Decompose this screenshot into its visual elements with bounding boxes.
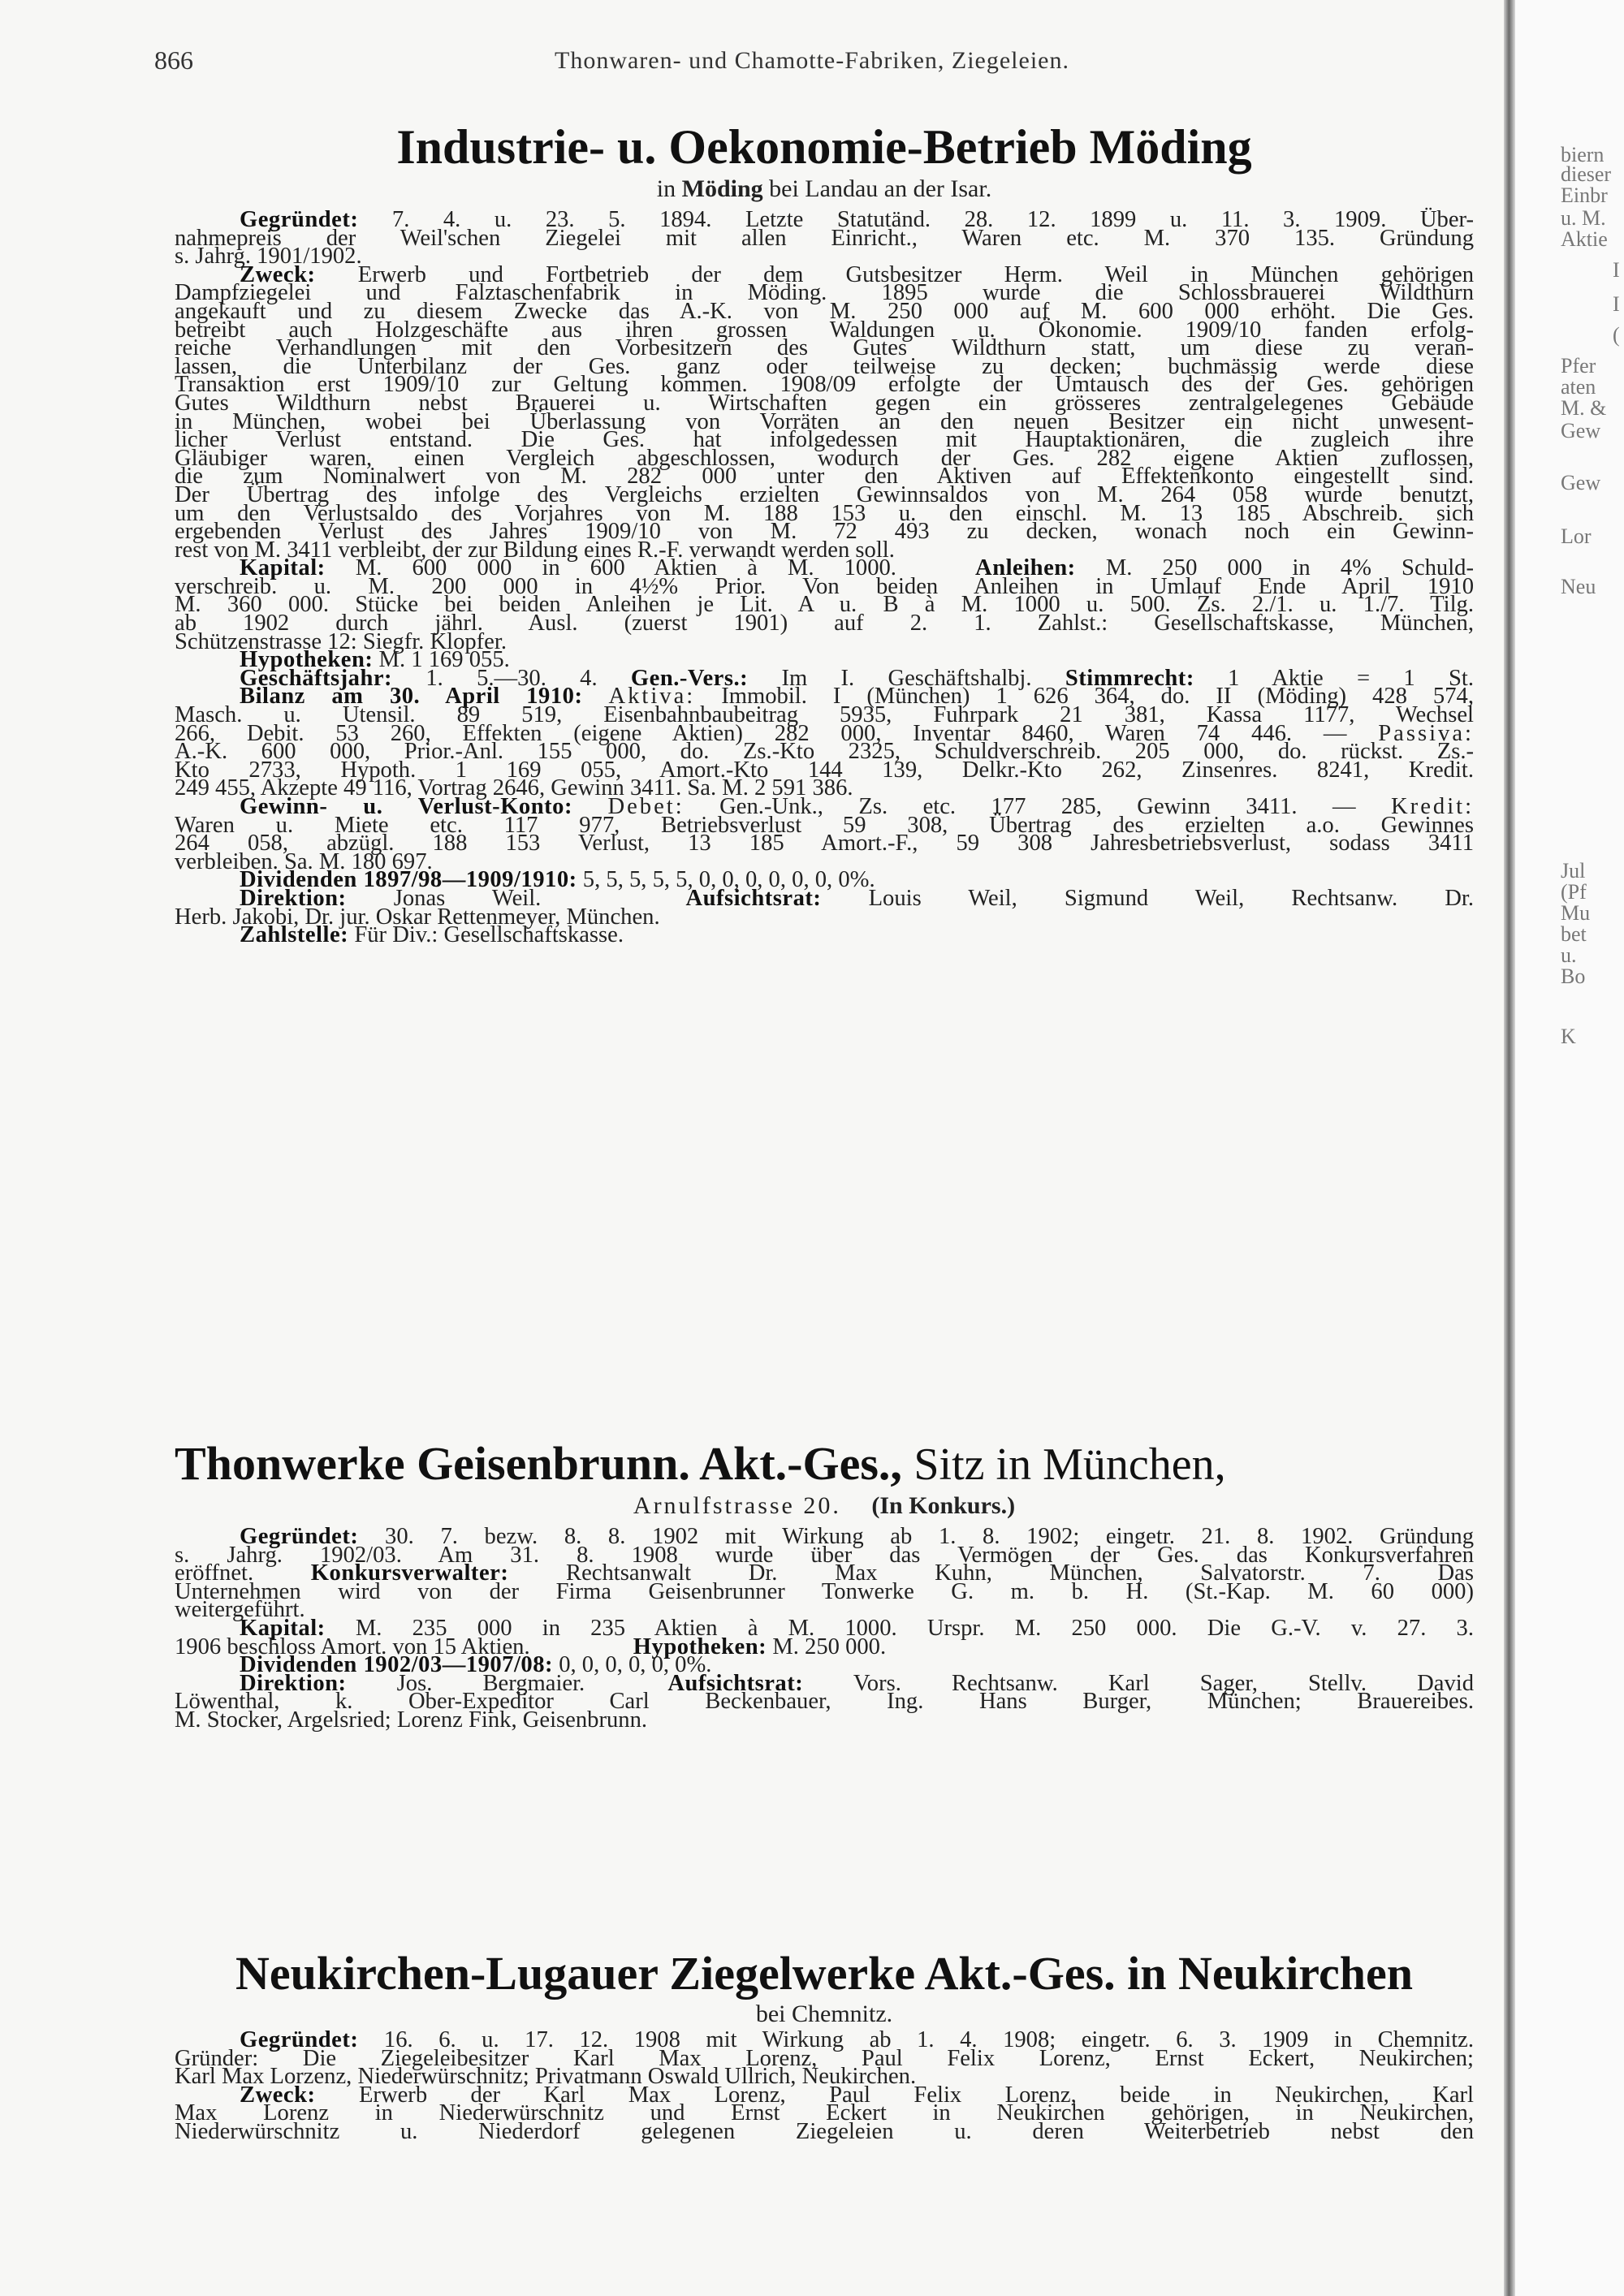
capital-line-2: verschreib. u. M. 200 000 in 4½% Prior. Von beiden Anleihen in Umlauf Ende April 1910 <box>175 573 1474 599</box>
assets-label: Aktiva: <box>608 684 696 710</box>
bankruptcy-status: (In Konkurs.) <box>871 1492 1016 1519</box>
running-head: Thonwaren- und Chamotte-Fabriken, Ziegeleien. <box>555 47 1069 74</box>
founded-label: Gegründet: <box>240 1524 359 1549</box>
book-gutter-shadow <box>1504 0 1515 2296</box>
fiscal-year-value: 1. 5.—30. 4. <box>425 665 598 691</box>
paying-agent-line <box>175 922 1474 948</box>
margin-fragment: Mu <box>1561 901 1591 925</box>
margin-fragment: (Pf <box>1561 880 1587 904</box>
company-name-geisenbrunn: Thonwerke Geisenbrunn. Akt.-Ges., <box>175 1437 902 1490</box>
location-place: Möding <box>681 175 763 202</box>
company-title-moeding: Industrie- u. Oekonomie-Betrieb Möding <box>396 120 1252 174</box>
purpose-label: Zweck: <box>240 261 316 287</box>
address: Arnulfstrasse 20. <box>633 1492 841 1519</box>
purpose-line-15: ergebenden Verlust des Jahres 1909/10 von M. 72 493 zu decken, wonach noch ein Gewinn- <box>175 519 1474 545</box>
margin-fragment: biern <box>1561 143 1605 166</box>
dividends-value: 5, 5, 5, 5, 5, 0, 0, 0, 0, 0, 0, 0%. <box>582 867 875 893</box>
balance-label: Bilanz am 30. April 1910: <box>240 684 583 710</box>
capital-text-1: M. 600 000 in 600 Aktien à M. 1000. <box>355 555 896 581</box>
credit-label: Kredit: <box>1391 794 1475 819</box>
company-seat-geisenbrunn: Sitz in München, <box>914 1439 1226 1490</box>
purpose-line-2: Dampfziegelei und Falztaschenfabrik in Möding. 1895 wurde die Schlossbrauerei Wildthurn <box>175 280 1474 306</box>
receiver-label: Konkursverwalter: <box>310 1560 509 1586</box>
management-label: Direktion: <box>240 1670 347 1696</box>
entry-moeding <box>175 207 1475 948</box>
purpose-line-13: Der Übertrag des infolge des Vergleichs erzielten Gewinnsaldos von M. 264 058 wurde benutzt, <box>175 481 1474 507</box>
founded-line-2: s. Jahrg. 1902/03. Am 31. 8. 1908 wurde über das Vermögen der Ges. das Konkursverfahren <box>175 1542 1474 1568</box>
founded-line-2: nahmepreis der Weil'schen Ziegelei mit allen Einricht., Waren etc. M. 370 135. Gründung <box>175 225 1474 251</box>
paying-agent-label: Zahlstelle: <box>240 922 349 948</box>
pl-text-1: Gen.-Unk., Zs. etc. 177 285, Gewinn 3411. — <box>719 794 1356 819</box>
purpose-line-4: betreibt auch Holzgeschäfte aus ihren grossen Waldungen u. Ökonomie. 1909/10 fanden erfolg- <box>175 317 1474 343</box>
purpose-line-9: in München, wobei bei Überlassung von Vorräten an den neuen Besitzer ein nicht unwesent- <box>175 408 1474 434</box>
capital-label: Kapital: <box>240 555 326 581</box>
margin-fragment: bet <box>1561 922 1587 946</box>
company-location-moeding <box>175 177 1474 201</box>
margin-fragment: Neu <box>1561 575 1596 598</box>
voting-right-value: 1 Aktie = 1 St. <box>1228 665 1474 691</box>
debit-label: Debet: <box>607 794 685 819</box>
margin-fragment: dieser <box>1561 162 1612 186</box>
margin-fragment: Pfer <box>1561 354 1596 378</box>
founded-label: Gegründet: <box>240 207 359 232</box>
management-label: Direktion: <box>240 885 347 911</box>
supervisory-board-line-2: Löwenthal, k. Ober-Expeditor Carl Beckenbauer, Ing. Hans Burger, München; Brauereibes. <box>175 1689 1474 1715</box>
purpose-line-6: lassen, die Unterbilanz der Ges. ganz oder teilweise zu decken; buchmässig werde diese <box>175 353 1474 379</box>
general-meeting-value: Im I. Geschäftshalbj. <box>781 665 1032 691</box>
balance-line-5: Kto 2733, Hypoth. 1 169 055, Amort.-Kto 144 139, Delkr.-Kto 262, Zinsenres. 8241, Kredit. <box>175 757 1474 783</box>
company-location-neukirchen: bei Chemnitz. <box>755 2000 893 2027</box>
dividends-label: Dividenden 1902/03—1907/08: <box>240 1652 554 1678</box>
location-suffix: bei Landau an der Isar. <box>769 175 992 202</box>
company-title-geisenbrunn <box>175 1439 1474 1490</box>
founded-line-5: weitergeführt. <box>175 1597 305 1623</box>
purpose-text-1: Erwerb der Karl Max Lorenz, Paul Felix Lorenz, beide in Neukirchen, Karl <box>358 2082 1474 2108</box>
capital-line-4: ab 1902 durch jährl. Ausl. (zuerst 1901) auf 2. 1. Zahlst.: Gesellschaftskasse, München, <box>175 611 1474 637</box>
supervisory-board-text-1: Louis Weil, Sigmund Weil, Rechtsanw. Dr. <box>868 885 1475 911</box>
mortgage-value: M. 250 000. <box>772 1634 887 1659</box>
location-prefix: in <box>656 175 676 202</box>
management-value: Jos. Bergmaier. <box>396 1670 585 1696</box>
margin-fragment: Gew <box>1561 419 1601 442</box>
company-title-neukirchen: Neukirchen-Lugauer Ziegelwerke Akt.-Ges. in Neukirchen <box>235 1947 1413 2000</box>
margin-fragment: u. <box>1561 943 1577 967</box>
founded-line-3: s. Jahrg. 1901/1902. <box>175 244 362 270</box>
purpose-line-3: Niederwürschnitz u. Niederdorf gelegenen Ziegeleien u. deren Weiterbetrieb nebst den <box>175 2118 1474 2144</box>
purpose-line-11: Gläubiger waren, einen Vergleich abgeschlossen, wodurch der Ges. 282 eigene Aktien zuflossen, <box>175 445 1474 471</box>
founders-line-2: Gründer: Die Ziegeleibesitzer Karl Max Lorenz, Paul Felix Lorenz, Ernst Eckert, Neukirchen; <box>175 2045 1474 2071</box>
entry-neukirchen <box>175 2027 1474 2144</box>
running-header <box>154 45 1470 78</box>
purpose-line-8: Gutes Wildthurn nebst Brauerei u. Wirtschaften gegen ein grösseres zentralgelegenes Gebäude <box>175 390 1474 416</box>
voting-right-label: Stimmrecht: <box>1065 665 1194 691</box>
loans-label: Anleihen: <box>975 555 1076 581</box>
balance-line-2: Masch. u. Utensil. 89 519, Eisenbahnbaubeitrag 5935, Fuhrpark 21 381, Kassa 1177, Wechsel <box>175 702 1474 728</box>
margin-fragment: Jul <box>1561 859 1586 883</box>
founded-text-1: 7. 4. u. 23. 5. 1894. Letzte Statutänd. 28. 12. 1899 u. 11. 3. 1909. Über- <box>391 207 1474 232</box>
capital-text-2: 1906 beschloss Amort. von 15 Aktien. <box>175 1634 530 1659</box>
liabilities-label: Passiva: <box>1378 720 1474 746</box>
margin-fragment: I <box>1613 258 1620 282</box>
purpose-line-10: licher Verlust entstand. Die Ges. hat infolgedessen mit Hauptaktionären, die zugleich ihre <box>175 427 1474 453</box>
balance-line-6: 249 455, Akzepte 49 116, Vortrag 2646, Gewinn 3411. Sa. M. 2 591 386. <box>175 775 853 801</box>
founded-line-4: Unternehmen wird von der Firma Geisenbrunner Tonwerke G. m. b. H. (St.-Kap. M. 60 000) <box>175 1578 1474 1604</box>
margin-fragment: I <box>1613 292 1620 316</box>
purpose-line-2: Max Lorenz in Niederwürschnitz und Ernst Eckert in Neukirchen gehörigen, in Neukirchen, <box>175 2100 1474 2126</box>
supervisory-board-line-2: Herb. Jakobi, Dr. jur. Oskar Rettenmeyer, München. <box>175 904 660 930</box>
margin-fragment: Einbr <box>1561 183 1608 207</box>
capital-line-3: M. 360 000. Stücke bei beiden Anleihen je Lit. A u. B à M. 1000 u. 500. Zs. 2./1. u. 1./7. Tilg. <box>175 592 1474 618</box>
margin-fragment: Aktie <box>1561 227 1608 251</box>
page-number: 866 <box>154 45 193 75</box>
purpose-line-5: reiche Verhandlungen mit den Vorbesitzern des Gutes Wildthurn statt, um diese zu veran- <box>175 335 1474 361</box>
purpose-label: Zweck: <box>240 2082 316 2108</box>
mortgage-label: Hypotheken: <box>240 647 374 673</box>
adjacent-page-fragment <box>1515 0 1624 2296</box>
balance-text-1: Immobil. I (München) 1 626 364, do. II (Möding) 428 574, <box>721 684 1474 710</box>
paying-agent-value: Für Div.: Gesellschaftskasse. <box>354 922 624 948</box>
balance-text-3: 266, Debit. 53 260, Effekten (eigene Aktien) 282 000, Inventar 8460, Waren 74 446. — <box>175 720 1347 746</box>
purpose-line-14: um den Verlustsaldo des Vorjahres von M. 188 153 u. den einschl. M. 13 185 Abschreib. sich <box>175 500 1474 526</box>
mortgage-label: Hypotheken: <box>633 1634 767 1659</box>
pl-line-4: verbleiben. Sa. M. 180 697. <box>175 848 433 874</box>
founded-text-3: eröffnet. <box>175 1560 254 1586</box>
founded-text-1: 16. 6. u. 17. 12. 1908 mit Wirkung ab 1. 4. 1908; eingetr. 6. 3. 1909 in Chemnitz. <box>383 2027 1474 2052</box>
margin-fragment: K <box>1561 1025 1576 1048</box>
capital-label: Kapital: <box>240 1615 326 1641</box>
pl-line-3: 264 058, abzügl. 188 153 Verlust, 13 185 Amort.-F., 59 308 Jahresbetriebsverlust, sodass 3411 <box>175 831 1474 857</box>
general-meeting-label: Gen.-Vers.: <box>630 665 749 691</box>
dividends-label: Dividenden 1897/98—1909/1910: <box>240 867 577 893</box>
pl-line-2: Waren u. Miete etc. 117 977, Betriebsverlust 59 308, Übertrag des erzielten a.o. Gewinnes <box>175 812 1474 838</box>
dividends-value: 0, 0, 0, 0, 0, 0%. <box>559 1652 712 1678</box>
capital-line-5: Schützenstrasse 12: Siegfr. Klopfer. <box>175 628 507 654</box>
capital-text-1: M. 235 000 in 235 Aktien à M. 1000. Urspr. M. 250 000. Die G.-V. v. 27. 3. <box>355 1615 1474 1641</box>
receiver-text: Rechtsanwalt Dr. Max Kuhn, München, Salvatorstr. 7. Das <box>566 1560 1474 1586</box>
founders-line-3: Karl Max Lorzenz, Niederwürschnitz; Privatmann Oswald Ullrich, Neukirchen. <box>175 2064 917 2090</box>
margin-fragment: ( <box>1613 323 1620 347</box>
margin-fragment: Gew <box>1561 471 1601 494</box>
entry-geisenbrunn <box>175 1524 1474 1733</box>
balance-line-4: A.-K. 600 000, Prior.-Anl. 155 000, do. Zs.-Kto 2325, Schuldverschreib. 205 000, do. rückst. Zs.- <box>175 739 1474 765</box>
margin-fragment: M. & <box>1561 396 1607 420</box>
purpose-line-12: die zum Nominalwert von M. 282 000 unter den Aktiven auf Effektenkonto eingestellt sind. <box>175 464 1474 490</box>
margin-fragment: Bo <box>1561 965 1586 988</box>
mortgage-value: M. 1 169 055. <box>378 647 510 673</box>
margin-fragment: Lor <box>1561 524 1592 548</box>
founded-label: Gegründet: <box>240 2027 359 2052</box>
margin-fragment: u. M. <box>1561 206 1606 230</box>
purpose-text-1: Erwerb und Fortbetrieb der dem Gutsbesitzer Herm. Weil in München gehörigen <box>357 261 1474 287</box>
supervisory-board-label: Aufsichtsrat: <box>667 1670 804 1696</box>
pl-label: Gewinn- u. Verlust-Konto: <box>240 794 572 819</box>
fiscal-year-label: Geschäftsjahr: <box>240 665 393 691</box>
founded-text-1: 30. 7. bezw. 8. 8. 1902 mit Wirkung ab 1. 8. 1902; eingetr. 21. 8. 1902. Gründung <box>385 1524 1474 1549</box>
purpose-line-3: angekauft und zu diesem Zwecke das A.-K. von M. 250 000 auf M. 600 000 erhöht. Die Ges. <box>175 298 1474 324</box>
purpose-line-7: Transaktion erst 1909/10 zur Geltung kommen. 1908/09 erfolgte der Umtausch des der Ges. gehörigen <box>175 372 1474 398</box>
management-value: Jonas Weil. <box>393 885 542 911</box>
supervisory-board-label: Aufsichtsrat: <box>685 885 822 911</box>
purpose-line-16: rest von M. 3411 verbleibt, der zur Bildung eines R.-F. verwandt werden soll. <box>175 537 895 563</box>
company-address-geisenbrunn <box>175 1494 1474 1518</box>
margin-fragment: aten <box>1561 375 1596 399</box>
supervisory-board-text-1: Vors. Rechtsanw. Karl Sager, Stellv. David <box>853 1670 1474 1696</box>
supervisory-board-line-3: M. Stocker, Argelsried; Lorenz Fink, Geisenbrunn. <box>175 1707 648 1733</box>
loans-text-1: M. 250 000 in 4% Schuld- <box>1105 555 1474 581</box>
